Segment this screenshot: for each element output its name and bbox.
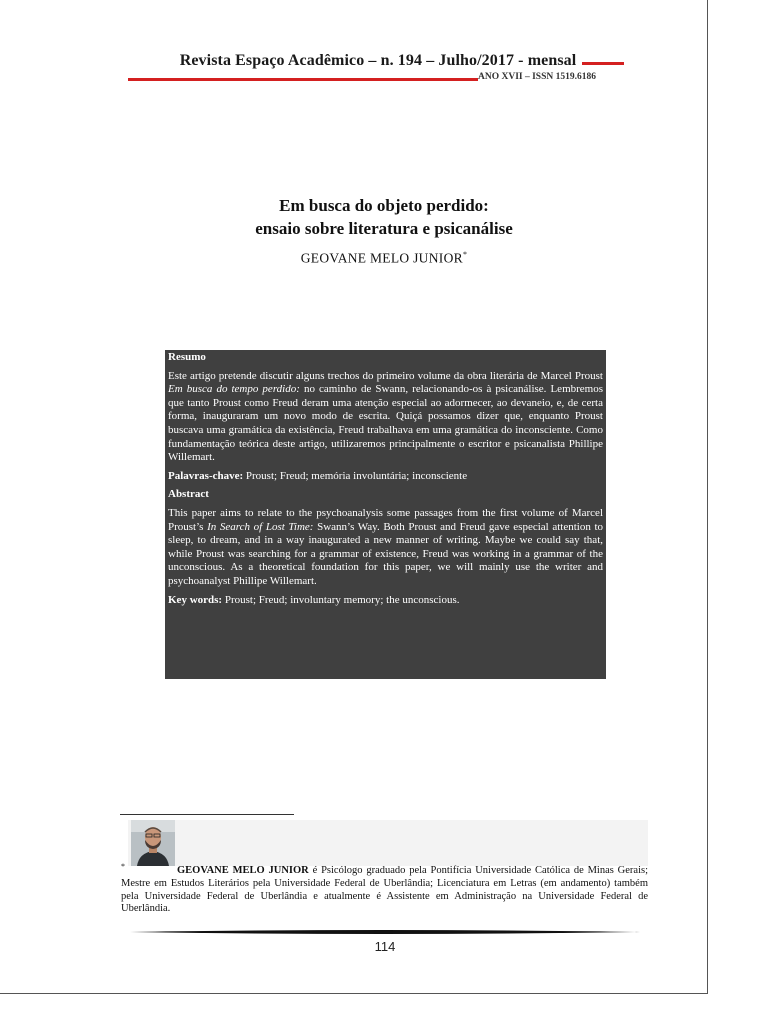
footnote-bio: é Psicólogo graduado pela Pontifícia Universidade Católica de Minas Gerais; Mestre em Estudos Literários pela Universidade Federal de Uberlândia; Licenciatura em Letras (em andamento) também pela Universidade Federal de Uberlândia e atualmente é Assistente em Administração na Universidade Federal de Uberlândia. <box>121 865 648 915</box>
abstract-text-part-2: Swann’s Way. Both Proust and Freud gave especial attention to sleep, to dream, and in a way inaugurated a new manner of writing. Maybe we could say that, while Proust was searching for a grammar of existence, Freud was working in a grammar of the unconscious. As a theoretical foundation for this paper, we will mainly use the writer and psychoanalyst Phillipe Willemart. <box>168 520 603 587</box>
resumo-text-part-2: no caminho de Swann, relacionando-os à psicanálise. Lembremos que tanto Proust como Freud deram uma atenção especial ao adormecer, ao devaneio, e, de certa forma, inauguraram um novo modo de escrita. Quiçá possamos dizer que, enquanto Proust buscava uma gramática da existência, Freud trabalhava em uma gramática do inconsciente. Como fundamentação teórica deste artigo, utilizaremos principalmente o escritor e psicanalista Phillipe Willemart. <box>168 383 604 464</box>
resumo-book-title: Em busca do tempo perdido: <box>168 383 300 396</box>
title-line-1: Em busca do objeto perdido: <box>279 196 489 215</box>
header-accent-dash <box>582 62 624 65</box>
keywords-text: Proust; Freud; involuntary memory; the unconscious. <box>222 593 460 606</box>
abstract-box <box>165 350 606 679</box>
resumo-text <box>168 370 603 465</box>
keywords-label: Key words: <box>168 593 223 606</box>
abstract-heading: Abstract <box>168 488 209 501</box>
article-title <box>120 194 648 240</box>
abstract-text-part-1: This paper aims to relate to the psychoanalysis some passages from the first volume of Marcel Proust’s <box>168 506 603 533</box>
author-footnote-mark: * <box>462 250 468 259</box>
page-number: 114 <box>374 939 396 954</box>
footnote-text <box>121 865 648 916</box>
header-accent-line <box>128 78 478 81</box>
palavras-chave-label: Palavras-chave: <box>168 469 244 482</box>
abstract-book-title: In Search of Lost Time: <box>207 520 314 533</box>
resumo-heading: Resumo <box>168 351 206 363</box>
abstract-text <box>168 507 603 589</box>
title-line-2: ensaio sobre literatura e psicanálise <box>255 219 513 238</box>
palavras-chave <box>168 470 603 484</box>
footnote-separator <box>120 814 294 815</box>
keywords <box>168 594 603 608</box>
footnote-author-name: GEOVANE MELO JUNIOR <box>177 865 309 876</box>
journal-header: Revista Espaço Acadêmico – n. 194 – Julho/2017 - mensal <box>179 52 577 69</box>
palavras-chave-text: Proust; Freud; memória involuntária; inconsciente <box>243 469 468 482</box>
author-photo-illustration <box>131 820 175 866</box>
header-issn: ANO XVII – ISSN 1519.6186 <box>478 72 596 82</box>
resumo-text-part-1: Este artigo pretende discutir alguns trechos do primeiro volume da obra literária de Marcel Proust <box>168 369 603 382</box>
author-name: GEOVANE MELO JUNIOR <box>300 250 463 266</box>
footer-rule <box>130 929 640 935</box>
footnote-photo-band <box>128 820 648 866</box>
footnote-mark: * <box>121 862 125 871</box>
author-photo <box>131 820 175 866</box>
article-author <box>120 250 648 267</box>
